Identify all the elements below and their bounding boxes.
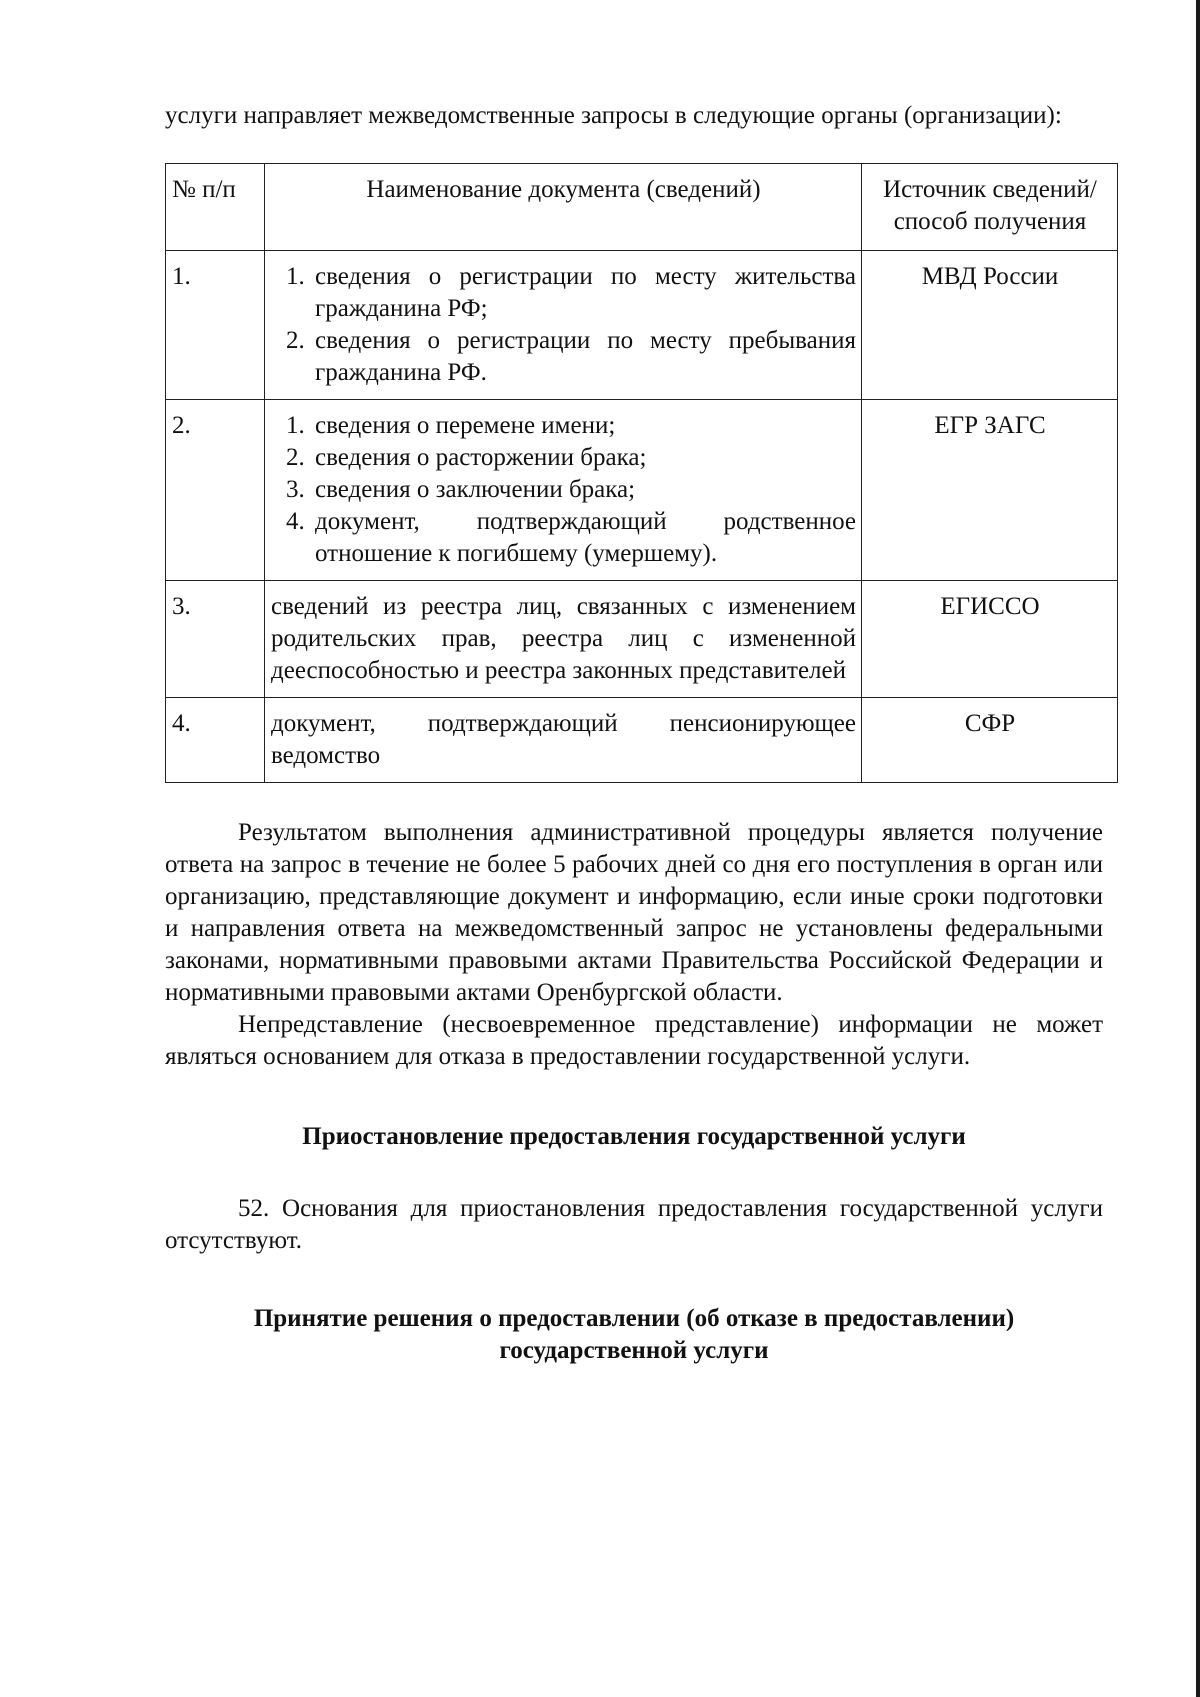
document-list (271, 261, 856, 389)
header-number: № п/п (166, 164, 265, 251)
list-item: 2. сведения о расторжении брака; (311, 442, 856, 474)
row-number: 4. (166, 698, 265, 783)
decision-heading: Принятие решения о предоставлении (об отказе в предоставлении) государственной услуги (253, 1305, 1015, 1364)
document-list (271, 410, 856, 570)
list-item: 2. сведения о регистрации по месту пребывания гражданина РФ. (311, 325, 856, 389)
row-documents (265, 251, 862, 400)
intro-paragraph: услуги направляет межведомственные запросы в следующие органы (организации): (165, 102, 1062, 129)
table-row (166, 581, 1118, 698)
row-source: ЕГР ЗАГС (862, 400, 1118, 581)
document-page (165, 100, 1103, 1367)
scan-edge-line (1196, 0, 1200, 1697)
list-item: 3. сведения о заключении брака; (311, 474, 856, 506)
row-number: 2. (166, 400, 265, 581)
nonsubmission-paragraph: Непредставление (несвоевременное представление) информации не может являться основанием для отказа в предоставлении государственной услуги. (165, 1011, 1103, 1070)
row-source: СФР (862, 698, 1118, 783)
header-document-name: Наименование документа (сведений) (265, 164, 862, 251)
table-row (166, 400, 1118, 581)
table-row (166, 698, 1118, 783)
requests-table (165, 163, 1118, 783)
list-item: 1. сведения о регистрации по месту жительства гражданина РФ; (311, 261, 856, 325)
row-number: 3. (166, 581, 265, 698)
row-documents: сведений из реестра лиц, связанных с изменением родительских прав, реестра лиц с измененной дееспособностью и реестра законных представителей (265, 581, 862, 698)
paragraph-52: 52. Основания для приостановления предоставления государственной услуги отсутствуют. (165, 1195, 1103, 1254)
suspension-heading: Приостановление предоставления государственной услуги (302, 1123, 966, 1150)
result-paragraph: Результатом выполнения административной процедуры является получение ответа на запрос в течение не более 5 рабочих дней со дня его поступления в орган или организацию, представляющие документ и информацию, если иные сроки подготовки и направления ответа на межведомственный запрос не установлены федеральными законами, нормативными правовыми актами Правительства Российской Федерации и нормативными правовыми актами Оренбургской области. (165, 819, 1103, 1006)
table-row (166, 251, 1118, 400)
list-item: 4. документ, подтверждающий родственное отношение к погибшему (умершему). (311, 506, 856, 570)
row-documents (265, 400, 862, 581)
row-documents: документ, подтверждающий пенсионирующее ведомство (265, 698, 862, 783)
row-source: МВД России (862, 251, 1118, 400)
row-source: ЕГИССО (862, 581, 1118, 698)
header-source: Источник сведений/способ получения (862, 164, 1118, 251)
list-item: 1. сведения о перемене имени; (311, 410, 856, 442)
row-number: 1. (166, 251, 265, 400)
table-header-row (166, 164, 1118, 251)
